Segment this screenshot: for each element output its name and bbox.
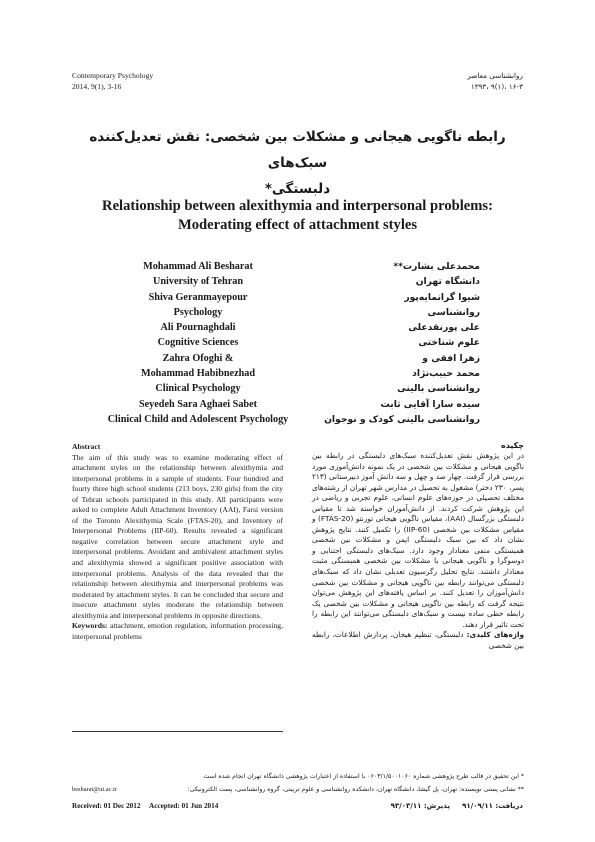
abstract-persian [312, 440, 524, 651]
author-en-line: Cognitive Sciences [157, 337, 239, 349]
abstract-english [72, 442, 283, 642]
author-en-line: Seyedeh Sara Aghaei Sabet [138, 398, 257, 410]
author-fa-line: محمدعلی بشارت** [393, 261, 480, 272]
author-en-line: University of Tehran [153, 276, 243, 288]
authors-english [88, 259, 308, 427]
footnote-address: ** نشانی پستی نویسنده: تهران، پل گیشا، دانشگاه تهران، دانشکده روانشناسی و علوم تربیتی، گروه روانشناسی، پست الکترونیکی: [187, 786, 524, 793]
journal-name-fa: روانشناسی معاصر [467, 71, 523, 80]
author-en-line: Zahra Ofoghi & [162, 352, 234, 364]
author-en-line: Clinical Psychology [155, 383, 241, 395]
author-en-line: Mohammad Habibnezhad [140, 368, 256, 380]
author-fa-line: علوم شناختی [418, 337, 480, 349]
authors-persian [320, 259, 480, 427]
author-fa-line: روانشناسی بالینی کودک و نوجوان [324, 413, 480, 425]
title-english [80, 197, 515, 235]
author-en-line: Ali Pournaghdali [160, 322, 236, 334]
keywords-en [72, 621, 283, 642]
title-persian-line2: دلبستگی* [264, 181, 331, 197]
abstract-divider [72, 731, 283, 732]
keywords-fa [312, 630, 524, 651]
author-fa-line: زهرا افقی و [422, 352, 480, 364]
journal-header-fa [467, 70, 523, 92]
author-en-line: Shiva Geranmayepour [148, 291, 248, 303]
author-fa-line: روانشناسی [427, 306, 480, 318]
journal-name-en: Contemporary Psychology [72, 71, 154, 80]
keywords-text-fa: دلبستگی، تنظیم هیجان، پردازش اطلاعات، رابطه بین شخصی [312, 630, 524, 650]
title-english-line1: Relationship between alexithymia and interpersonal problems: [102, 198, 493, 214]
received-accepted-en: Received: 01 Dec 2012 Accepted: 01 Jun 2014 [72, 802, 219, 810]
author-fa-line: علی پورنقدعلی [408, 322, 480, 334]
abstract-heading-en: Abstract [72, 442, 101, 451]
title-persian-line1: رابطه ناگویی هیجانی و مشکلات بین شخصی: نقش تعدیل‌کننده سبک‌های [89, 129, 506, 171]
journal-citation-en: 2014, 9(1), 3-16 [72, 82, 122, 91]
author-email[interactable]: besharat@ut.ac.ir [72, 786, 117, 793]
abstract-body-fa: در این پژوهش نقش تعدیل‌کننده سبک‌های دلبستگی در رابطه بین ناگویی هیجانی و مشکلات بین شخصی در یک نمونه دانش‌آموزی مورد بررسی قرار گرفت. چهار صد و چهل و سه دانش آموز دبیرستانی (۲۱۳ پسر، ۲۳۰ دختر) مشغول به تحصیل در مدارس شهر تهران از رشته‌های مختلف تحصیلی در حوزه‌های علوم انسانی، علوم تجربی و ریاضی در این پژوهش شرکت کردند. از دانش‌آموزان خواسته شد تا مقیاس دلبستگی بزرگسال (AAI)، مقیاس ناگویی هیجانی تورنتو (FTAS-20) و مقیاس مشکلات بین شخصی (IIP-60) را تکمیل کنند. نتایج پژوهش نشان داد که بین سبک دلبستگی ایمن و مشکلات بین شخصی همبستگی منفی معنادار وجود دارد. سبک‌های دلبستگی اجتنابی و دوسوگرا و ناگویی هیجانی با مشکلات بین شخصی همبستگی مثبت معنادار داشتند. نتایج تحلیل رگرسیون تعدیلی نشان داد که سبک‌های دلبستگی می‌توانند رابطه بین ناگویی هیجانی و مشکلات بین شخصی دانش‌آموزان را تعدیل کنند. بر اساس یافته‌های این پژوهش می‌توان نتیجه گرفت که رابطه بین ناگویی هیجانی و مشکلات بین شخصی یک رابطه خطی ساده نیست و سبک‌های دلبستگی می‌توانند این رابطه را تحت تاثیر قرار دهند. [312, 451, 524, 629]
author-en-line: Psychology [173, 306, 223, 318]
keywords-label-fa: واژه‌های کلیدی: [466, 630, 524, 640]
author-en-line: Mohammad Ali Besharat [143, 261, 253, 272]
title-english-line2: Moderating effect of attachment styles [177, 217, 418, 233]
author-en-line: Clinical Child and Adolescent Psychology [107, 413, 289, 425]
author-fa-line: شیوا گرانمایه‌پور [404, 291, 480, 303]
author-fa-line: محمد حبیب‌نژاد [412, 368, 480, 380]
received-accepted-fa: دریافت: ۹۱/۰۹/۱۱ پذیرش: ۹۳/۰۳/۱۱ [390, 802, 523, 810]
footnote-funding: * این تحقیق در قالب طرح پژوهشی شماره ۰۶۰۳/۱/۵۰۰۱۰۶۰ با استفاده از اعتبارات پژوهشی دانشگاه تهران انجام شده است [203, 773, 524, 780]
keywords-label-en: Keywords: [72, 621, 108, 631]
abstract-body-en: The aim of this study was to examine moderating effect of attachment styles on the relationship between alexithymia and interpersonal problems in a sample of students. Four hundred and fourty three high school students (213 boys, 230 girls) from the city of Tehran schools participated in this study. All participants were asked to complete Adult Attachment Inventory (AAI), Farsi version of the Toronto Alexithymia Scale (FTAS-20), and Inventory of Interpersonal Problems (IIP-60). Results revealed a significant negative correlation between secure attachment style and interpersonal problems. Avoidant and ambivalent attachment styles and alexithymia showed a significant positive association with interpersonal problems. Analysis of the data revealed that the relationship between alexithymia and interpersonal problems was moderated by attachment styles. It can be concluded that secure and insecure attachment styles moderate the relationship between alexithymia and interpersonal problems in opposite directions. [72, 452, 283, 620]
keywords-text-en: attachment, emotion regulation, information processing, interpersonal problems [72, 621, 283, 641]
author-fa-line: دانشگاه تهران [415, 276, 480, 288]
title-persian [80, 124, 515, 202]
abstract-heading-fa: چکیده [500, 441, 524, 450]
journal-header-en [72, 70, 153, 92]
journal-citation-fa: ۱۳۹۳، ۹(۱)، ۱۶-۳ [470, 82, 523, 91]
author-fa-line: روانشناسی بالینی [397, 383, 480, 395]
author-fa-line: سیده سارا آقایی ثابت [380, 398, 480, 410]
